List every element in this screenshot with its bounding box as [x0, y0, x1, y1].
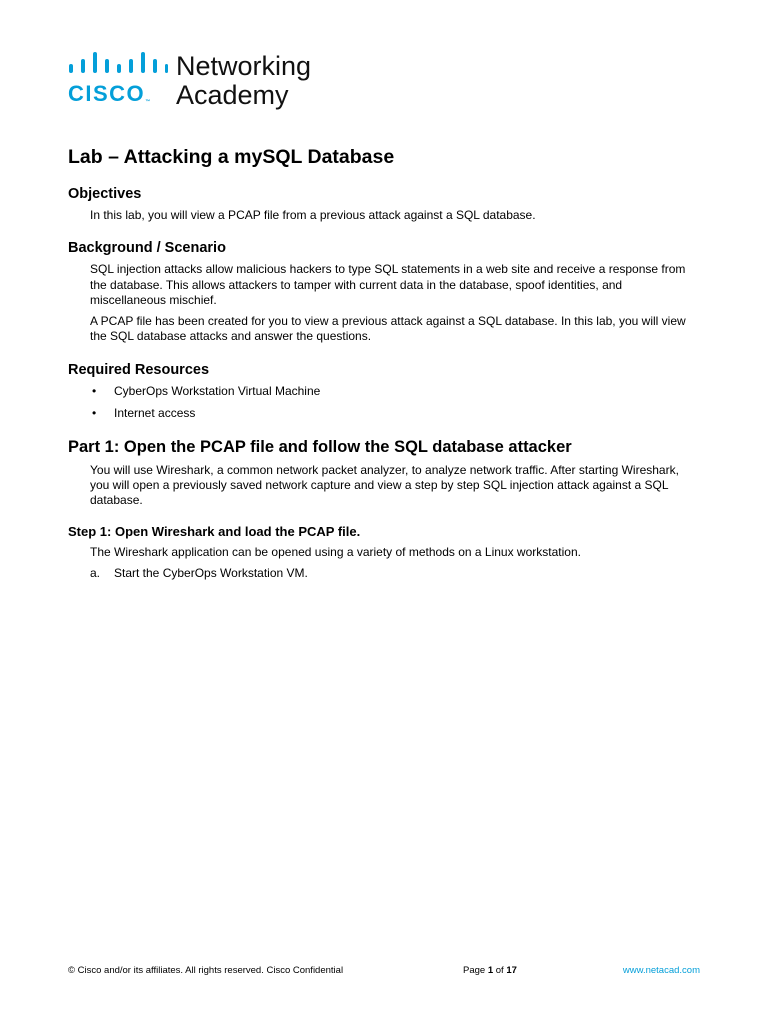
step1-text: The Wireshark application can be opened using a variety of methods on a Linux workstation. [90, 544, 581, 559]
background-heading: Background / Scenario [68, 240, 226, 257]
part1-text: You will use Wireshark, a common network packet analyzer, to analyze network traffic. After starting Wireshark, you will open a previously saved network capture and view a step by step SQL injection attack against a SQL database. [90, 462, 679, 508]
logo-networking-text: Networking [176, 51, 312, 81]
step-item-marker: a. [90, 565, 101, 580]
document-body [68, 140, 700, 581]
cisco-networking-academy-logo [68, 50, 328, 112]
page-title: Lab – Attacking a mySQL Database [68, 146, 395, 168]
footer-page-number: Page 1 of 17 [463, 965, 517, 976]
step1-heading: Step 1: Open Wireshark and load the PCAP file. [68, 523, 361, 539]
background-paragraph-2: A PCAP file has been created for you to view a previous attack against a SQL database. In this lab, you will view the SQL database attacks and answer the questions. [90, 314, 686, 344]
part1-heading: Part 1: Open the PCAP file and follow the SQL database attacker [68, 437, 572, 456]
page-footer [68, 964, 700, 978]
bullet-icon: • [92, 383, 97, 398]
resources-heading: Required Resources [68, 361, 210, 378]
objectives-heading: Objectives [68, 186, 142, 202]
cisco-bars-icon [68, 50, 168, 80]
footer-website-link[interactable]: www.netacad.com [622, 965, 700, 976]
cisco-wordmark: CISCO™ [68, 81, 151, 106]
objectives-text: In this lab, you will view a PCAP file from a previous attack against a SQL database. [90, 208, 536, 222]
background-paragraph-1: SQL injection attacks allow malicious hackers to type SQL statements in a web site and receive a response from the database. This allows attackers to tamper with current data in the database, spoof identities, and miscellaneous mischief. [90, 262, 686, 307]
logo-academy-text: Academy [176, 80, 289, 110]
step1-item-a [90, 566, 700, 581]
footer-copyright: © Cisco and/or its affiliates. All rights reserved. Cisco Confidential [68, 965, 344, 976]
list-item: • Internet access [92, 405, 196, 420]
bullet-icon: • [92, 405, 97, 420]
resources-list [90, 384, 700, 421]
list-item: • CyberOps Workstation Virtual Machine [92, 383, 321, 398]
step-item-text: Start the CyberOps Workstation VM. [114, 565, 308, 580]
